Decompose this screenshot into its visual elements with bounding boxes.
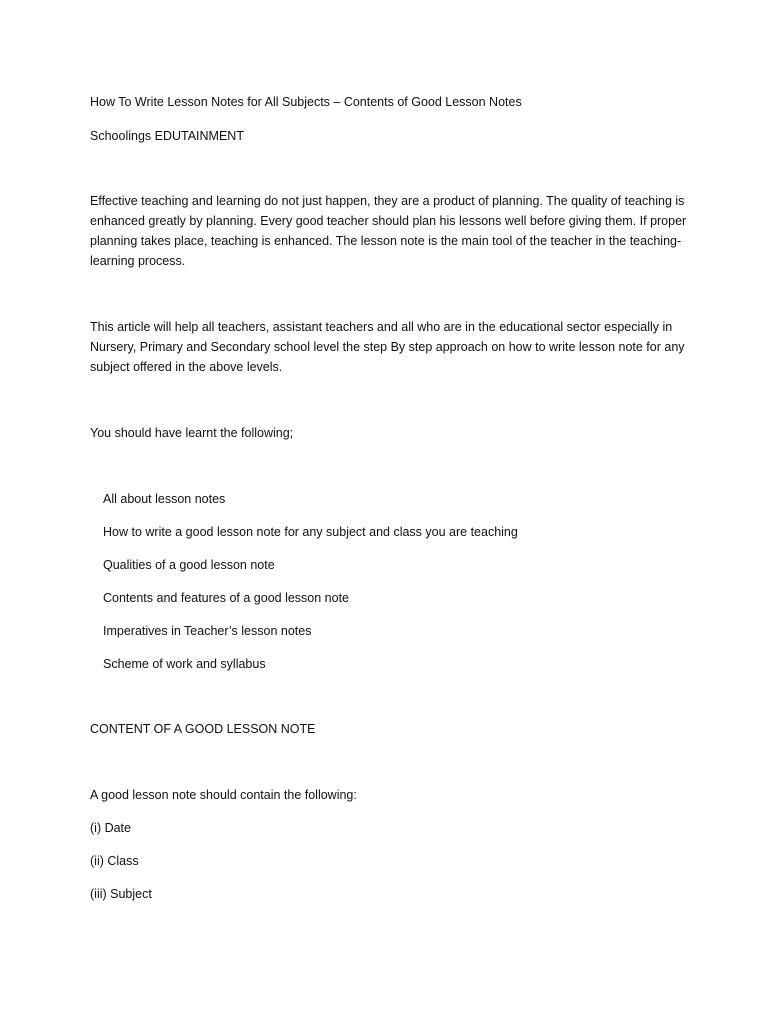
learnt-intro: You should have learnt the following; xyxy=(90,426,294,440)
paragraph-article-purpose: This article will help all teachers, assistant teachers and all who are in the educational sector especially in Nursery, Primary and Secondary school level the step By step approach on how to write lesson note for any subject offered in the above levels. xyxy=(90,320,685,374)
list-item: Scheme of work and syllabus xyxy=(103,657,266,671)
list-item: Imperatives in Teacher’s lesson notes xyxy=(103,624,312,638)
contain-intro: A good lesson note should contain the following: xyxy=(90,788,357,802)
list-item: How to write a good lesson note for any subject and class you are teaching xyxy=(103,525,518,539)
document-title: How To Write Lesson Notes for All Subjects – Contents of Good Lesson Notes xyxy=(90,95,522,109)
list-item: (i) Date xyxy=(90,821,131,835)
paragraph-planning: Effective teaching and learning do not just happen, they are a product of planning. The quality of teaching is enhanced greatly by planning. Every good teacher should plan his lessons well before giving them. If proper planning takes place, teaching is enhanced. The lesson note is the main tool of the teacher in the teaching-learning process. xyxy=(90,194,687,268)
list-item: Contents and features of a good lesson note xyxy=(103,591,350,605)
list-item: Qualities of a good lesson note xyxy=(103,558,275,572)
document-source: Schoolings EDUTAINMENT xyxy=(90,129,244,143)
list-item: All about lesson notes xyxy=(103,492,226,506)
section-heading: CONTENT OF A GOOD LESSON NOTE xyxy=(90,722,316,736)
list-item: (ii) Class xyxy=(90,854,139,868)
list-item: (iii) Subject xyxy=(90,887,152,901)
